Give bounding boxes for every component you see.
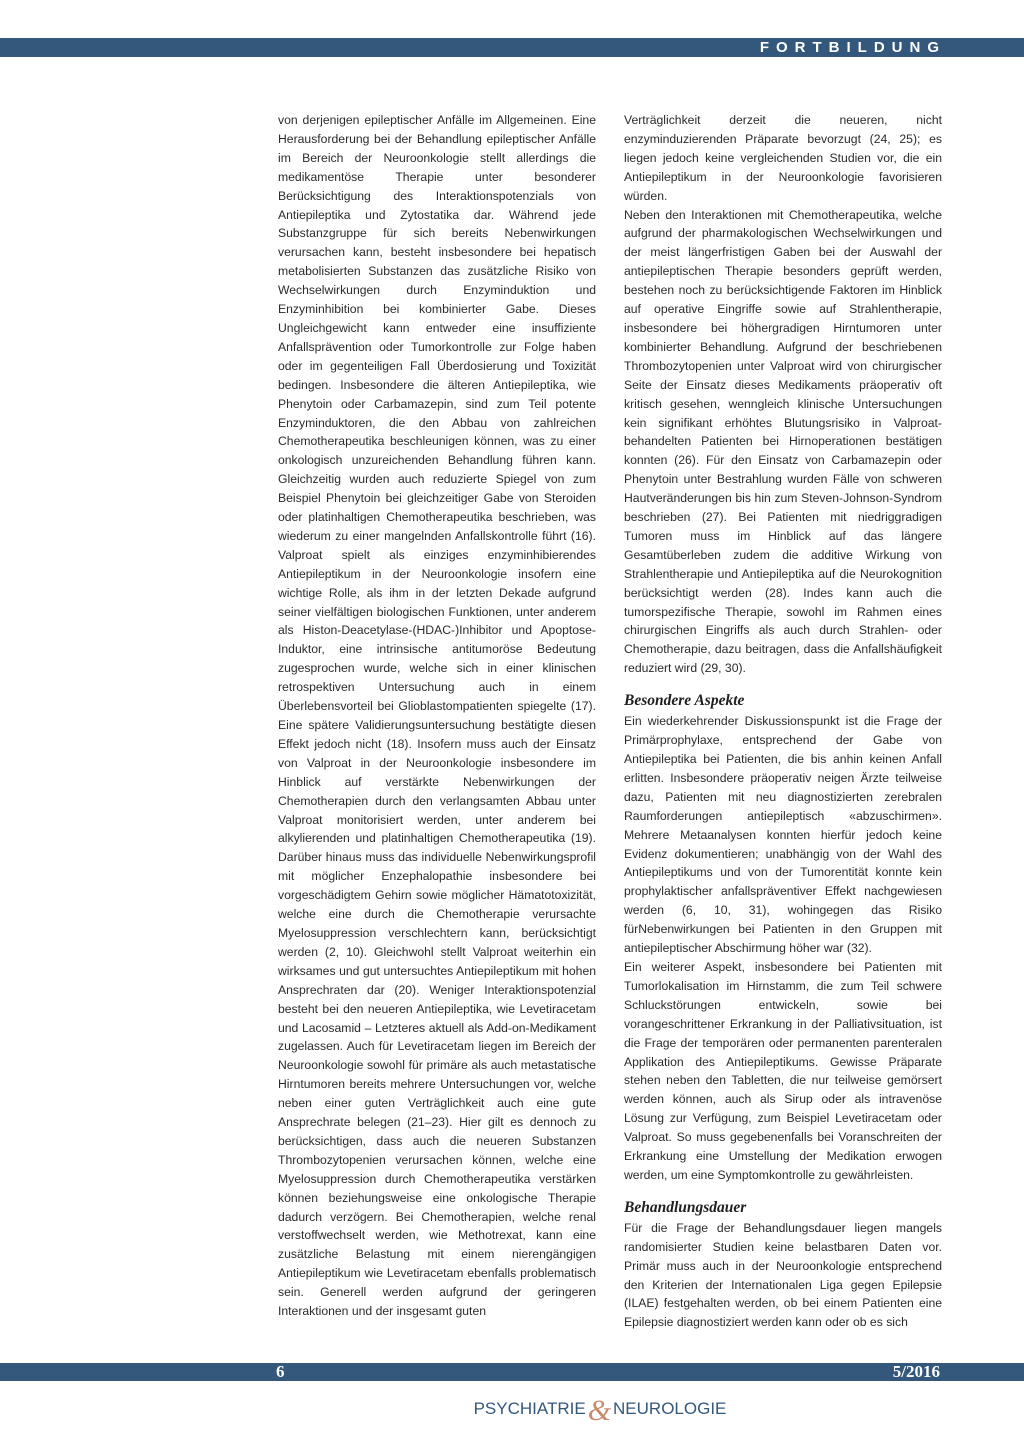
section-label: FORTBILDUNG <box>759 39 946 56</box>
left-column <box>278 111 596 1321</box>
journal-name-right: NEUROLOGIE <box>613 1399 727 1418</box>
journal-ampersand: & <box>587 1394 612 1427</box>
issue-number: 5/2016 <box>892 1362 940 1381</box>
body-paragraph: von derjenigen epileptischer Anfälle im Allgemeinen. Eine Herausforderung bei der Behandlung epileptischer Anfälle im Bereich der Neuroonkologie stellt allerdings die medikamentöse Therapie unter besonderer Berücksichtigung des Interaktionspotenzials von Antiepileptika und Zytostatika dar. Während jede Substanzgruppe für sich bereits Nebenwirkungen verursachen kann, besteht insbesondere bei hepatisch metabolisierten Substanzen das zusätzliche Risiko von Wechselwirkungen durch Enzyminduktion und Enzyminhibition bei kombinierter Gabe. Dieses Ungleichgewicht kann entweder eine insuffiziente Anfallsprävention oder Tumorkontrolle zur Folge haben oder im gegenteiligen Fall Überdosierung und Toxizität bedingen. Insbesondere die älteren Antiepileptika, wie Phenytoin oder Carbamazepin, sind zum Teil potente Enzyminduktoren, die den Abbau von zahlreichen Chemotherapeutika beschleunigen können, was zu einer onkologisch unzureichenden Behandlung führen kann. Gleichzeitig wurden auch reduzierte Spiegel von zum Beispiel Phenytoin bei gleichzeitiger Gabe von Steroiden oder platinhaltigen Chemotherapeutika beschrieben, was wiederum zu einer mangelnden Anfallskontrolle führt (16). Valproat spielt als einziges enzyminhibierendes Antiepileptikum in der Neuroonkologie insofern eine wichtige Rolle, als ihm in der letzten Dekade aufgrund seiner vielfältigen biologischen Funktionen, unter anderem als Histon-Deacetylase-(HDAC-)Inhibitor und Apoptose-Induktor, eine intrinsische antitumoröse Bedeutung zugesprochen wurde, welche sich in einer klinischen retrospektiven Untersuchung auch in einem Überlebensvorteil bei Glioblastompatienten spiegelte (17). Eine spätere Validierungsuntersuchung bestätigte diesen Effekt jedoch nicht (18). Insofern muss auch der Einsatz von Valproat in der Neuroonkologie insbesondere im Hinblick auf verstärkte Nebenwirkungen der Chemotherapien durch den verlangsamten Abbau unter Valproat monitorisiert werden, unter anderem bei alkylierenden und platinhaltigen Chemotherapeutika (19). Darüber hinaus muss das individuelle Nebenwirkungsprofil mit möglicher Enzephalopathie insbesondere bei vorgeschädigtem Gehirn sowie möglicher Hämatotoxizität, welche eine durch die Chemotherapie verursachte Myelosuppression verschlechtern kann, berücksichtigt werden (2, 10). Gleichwohl stellt Valproat weiterhin ein wirksames und gut untersuchtes Antiepileptikum mit hohen Ansprechraten dar (20). Weniger Interaktionspotenzial besteht bei den neueren Antiepileptika, wie Levetiracetam und Lacosamid – Letzteres aktuell als Add-on-Medikament zugelassen. Auch für Levetiracetam liegen im Bereich der Neuroonkologie sowohl für primäre als auch metastatische Hirntumoren bereits mehrere Untersuchungen vor, welche neben einer guten Verträglichkeit auch eine gute Ansprechrate belegen (21–23). Hier gilt es dennoch zu berücksichtigen, dass auch die neueren Substanzen Thrombozytopenien verursachen können, welche eine Myelosuppression durch Chemotherapeutika verstärken können beziehungsweise eine onkologische Therapie dadurch verzögern. Bei Chemotherapien, welche renal verstoffwechselt werden, wie Methotrexat, kann eine zusätzliche Belastung mit einem nierengängigen Antiepileptikum wie Levetiracetam ebenfalls problematisch sein. Generell werden aufgrund der geringeren Interaktionen und der insgesamt guten <box>278 113 596 1319</box>
right-column <box>624 111 942 1332</box>
journal-logo <box>450 1381 750 1437</box>
body-paragraph: Neben den Interaktionen mit Chemotherapeutika, welche aufgrund der pharmakologischen Wechselwirkungen und der meist längerfristigen Gaben bei der Auswahl der antiepileptischen Therapie besonders geprüft werden, bestehen noch zu berücksichtigende Faktoren im Hinblick auf operative Eingriffe sowie auf Strahlentherapie, insbesondere bei höhergradigen Hirntumoren unter kombinierter Behandlung. Aufgrund der beschriebenen Thrombozytopenien unter Valproat wird von chirurgischer Seite der Einsatz dieses Medikaments präoperativ oft kritisch gesehen, wenngleich klinische Untersuchungen kein signifikant erhöhtes Blutungsrisiko in Valproat-behandelten Patienten bei Hirnoperationen bestätigen konnten (26). Für den Einsatz von Carbamazepin oder Phenytoin unter Bestrahlung wurden Fälle von schweren Hautveränderungen bis hin zum Steven-Johnson-Syndrom beschrieben (27). Bei Patienten mit niedriggradigen Tumoren muss im Hinblick auf das längere Gesamtüberleben zudem die additive Wirkung von Strahlentherapie und Antiepileptika auf die Neurokognition berücksichtigt werden (28). Indes kann auch die tumorspezifische Therapie, sowohl im Rahmen eines chirurgischen Eingriffs als auch durch Strahlen- oder Chemotherapie, dazu beitragen, dass die Anfallshäufigkeit reduziert wird (29, 30). <box>624 207 942 676</box>
body-paragraph: Verträglichkeit derzeit die neueren, nicht enzyminduzierenden Präparate bevorzugt (24, 25); es liegen jedoch keine vergleichenden Studien vor, die ein Antiepileptikum in der Neuroonkologie favorisieren würden. <box>624 113 942 203</box>
footer-bar <box>0 1363 1024 1381</box>
journal-name-left: PSYCHIATRIE <box>473 1399 586 1418</box>
page-number: 6 <box>276 1362 285 1381</box>
body-paragraph: Ein weiterer Aspekt, insbesondere bei Patienten mit Tumorlokalisation im Hirnstamm, die zum Teil schwere Schluckstörungen entwickeln, sowie bei vorangeschrittener Erkrankung in der Palliativsituation, ist die Frage der temporären oder permanenten parenteralen Applikation des Antiepileptikums. Gewisse Präparate stehen neben den Tabletten, die nur teilweise gemörsert werden können, auch als Sirup oder als intravenöse Lösung zur Verfügung, zum Beispiel Levetiracetam oder Valproat. So muss gegebenenfalls bei Voranschreiten der Erkrankung eine Umstellung der Medikation erwogen werden, um eine Symptomkontrolle zu gewährleisten. <box>624 959 942 1182</box>
body-paragraph: Für die Frage der Behandlungsdauer liegen mangels randomisierter Studien keine belastbaren Daten vor. Primär muss auch in der Neuroonkologie entsprechend den Kriterien der Internationalen Liga gegen Epilepsie (ILAE) festgehalten werden, ob bei einem Patienten eine Epilepsie diagnostiziert werden kann oder ob es sich <box>624 1220 942 1330</box>
section-heading-besondere-aspekte: Besondere Aspekte <box>624 692 745 710</box>
section-heading-behandlungsdauer: Behandlungsdauer <box>624 1198 747 1216</box>
body-paragraph: Ein wiederkehrender Diskussionspunkt ist die Frage der Primärprophylaxe, entsprechend der Gabe von Antiepileptika bei Patienten, die bis anhin keinen Anfall erlitten. Insbesondere präoperativ neigen Ärzte teilweise dazu, Patienten mit neu diagnostizierten zerebralen Raumforderungen antiepileptisch «abzuschirmen». Mehrere Metaanalysen konnten hierfür jedoch keine Evidenz dokumentieren; unabhängig von der Wahl des Antiepileptikums und von der Tumorentität konnte kein prophylaktischer anfallspräventiver Effekt nachgewiesen werden (6, 10, 31), wohingegen das Risiko fürNebenwirkungen bei Patienten in den Gruppen mit antiepileptischer Abschirmung höher war (32). <box>624 714 942 956</box>
